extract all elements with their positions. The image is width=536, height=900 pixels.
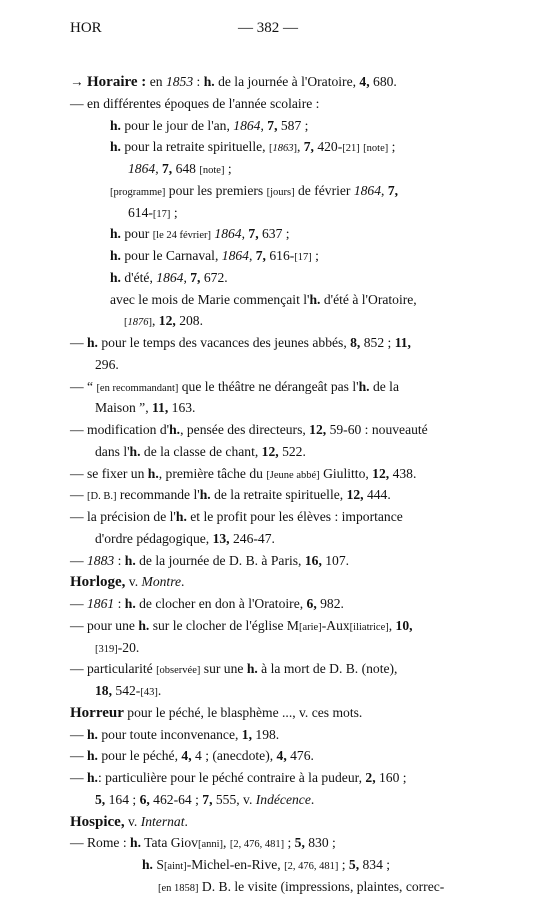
- entry-horaire: → Horaire : en 1853 : h. de la journée à l'Oratoire, 4, 680.: [70, 74, 397, 90]
- index-line: h. pour le Carnaval, 1864, 7, 616-[17] ;: [110, 248, 319, 263]
- page-number: — 382 —: [238, 20, 298, 36]
- index-line: — pour une h. sur le clocher de l'église M[arie]-Aux[iliatrice], 10,: [70, 617, 413, 633]
- index-line: — h.: particulière pour le péché contraire à la pudeur, 2, 160 ;: [70, 770, 407, 785]
- index-line: — 1883 : h. de la journée de D. B. à Paris, 16, 107.: [70, 552, 350, 568]
- index-body: [0, 71, 536, 898]
- index-line: dans l'h. de la classe de chant, 12, 522.: [95, 443, 306, 459]
- index-line: — se fixer un h., première tâche du [Jeune abbé] Giulitto, 12, 438.: [70, 465, 417, 481]
- index-line: 18, 542-[43].: [95, 683, 162, 698]
- index-line: — “ [en recommandant] que le théâtre ne dérangeât pas l'h. de la: [70, 378, 399, 394]
- index-line: avec le mois de Marie commençait l'h. d'été à l'Oratoire,: [110, 291, 417, 307]
- index-line: h. d'été, 1864, 7, 672.: [110, 269, 228, 285]
- running-head: HOR: [70, 20, 102, 36]
- index-line: 296.: [95, 356, 119, 372]
- index-line: 1864, 7, 648 [note] ;: [128, 161, 232, 176]
- headword: Horaire :: [87, 74, 147, 90]
- index-line: Maison ”, 11, 163.: [95, 400, 196, 416]
- index-line: 614-[17] ;: [128, 204, 178, 220]
- index-line: 5, 164 ; 6, 462-64 ; 7, 555, v. Indécence.: [95, 791, 315, 807]
- page-header: [0, 20, 536, 42]
- index-line: h. pour [le 24 février] 1864, 7, 637 ;: [110, 226, 290, 242]
- index-line: [programme] pour les premiers [jours] de février 1864, 7,: [110, 182, 399, 198]
- index-line: h. S[aint]-Michel-en-Rive, [2, 476, 481] ; 5, 834 ;: [142, 857, 391, 872]
- index-line: d'ordre pédagogique, 13, 246-47.: [95, 530, 275, 546]
- index-line: [en 1858] D. B. le visite (impressions, plaintes, correc-: [158, 878, 445, 894]
- index-line: — particularité [observée] sur une h. à la mort de D. B. (note),: [70, 661, 398, 677]
- headword: Horreur: [70, 704, 124, 721]
- index-line: — [D. B.] recommande l'h. de la retraite spirituelle, 12, 444.: [70, 487, 391, 503]
- index-line: — h. pour le temps des vacances des jeunes abbés, 8, 852 ; 11,: [70, 335, 411, 350]
- index-line: [319]-20.: [95, 639, 140, 655]
- index-line: — h. pour le péché, 4, 4 ; (anecdote), 4, 476.: [70, 748, 314, 764]
- headword: Horloge,: [70, 574, 126, 591]
- index-line: — modification d'h., pensée des directeurs, 12, 59-60 : nouveauté: [70, 422, 428, 437]
- entry-horloge: Horloge, v. Montre.: [70, 574, 185, 591]
- headword: Hospice,: [70, 813, 125, 830]
- index-line: — Rome : h. Tata Giov[anni], [2, 476, 481] ; 5, 830 ;: [70, 835, 336, 851]
- index-line: — la précision de l'h. et le profit pour les élèves : importance: [70, 509, 403, 524]
- index-line: — en différentes époques de l'année scolaire :: [70, 95, 320, 111]
- entry-horreur: Horreur pour le péché, le blasphème ..., v. ces mots.: [70, 704, 363, 721]
- entry-hospice: Hospice, v. Internat.: [70, 813, 188, 830]
- index-line: h. pour la retraite spirituelle, [1863], 7, 420-[21] [note] ;: [110, 139, 396, 155]
- arrow-icon: →: [70, 74, 87, 89]
- index-line: — 1861 : h. de clocher en don à l'Oratoire, 6, 982.: [70, 596, 344, 611]
- index-line: — h. pour toute inconvenance, 1, 198.: [70, 726, 280, 742]
- index-line: h. pour le jour de l'an, 1864, 7, 587 ;: [110, 117, 309, 133]
- index-line: [1876], 12, 208.: [124, 313, 203, 329]
